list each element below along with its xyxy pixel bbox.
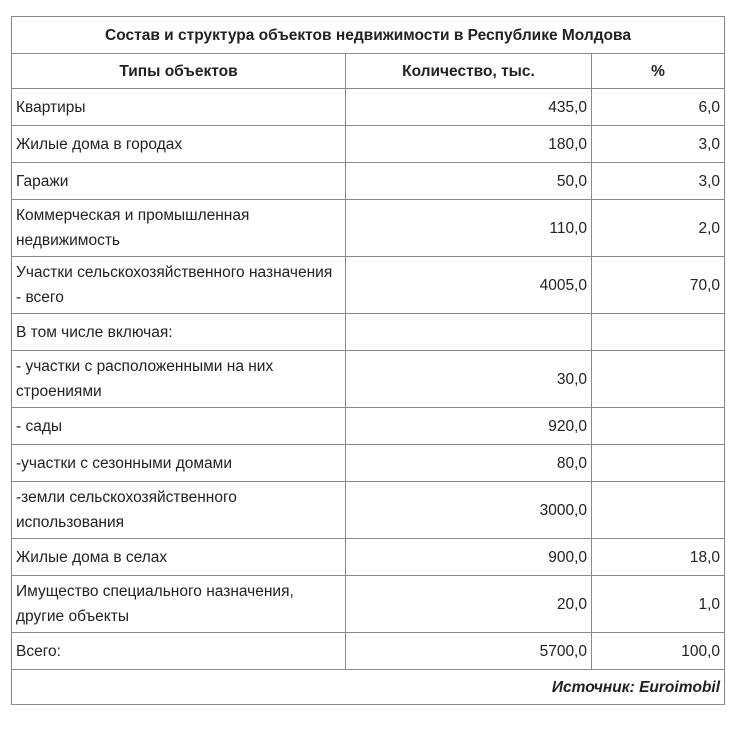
- table-row: [12, 482, 725, 539]
- cell-type: Имущество специального назначения, другие объекты: [12, 576, 346, 633]
- cell-type: Всего:: [12, 633, 346, 670]
- source-note: Источник: Euroimobil: [12, 670, 725, 705]
- header-type: Типы объектов: [12, 54, 346, 89]
- cell-count: 50,0: [346, 163, 592, 200]
- table-row: [12, 351, 725, 408]
- cell-percent: 3,0: [592, 126, 725, 163]
- table-container: [11, 16, 724, 705]
- cell-type: Квартиры: [12, 89, 346, 126]
- real-estate-table: [11, 16, 725, 705]
- cell-type: Участки сельскохозяйственного назначения - всего: [12, 257, 346, 314]
- cell-type: Коммерческая и промышленная недвижимость: [12, 200, 346, 257]
- cell-type: - сады: [12, 408, 346, 445]
- cell-type: Жилые дома в городах: [12, 126, 346, 163]
- cell-percent: 6,0: [592, 89, 725, 126]
- cell-count: 110,0: [346, 200, 592, 257]
- table-row: [12, 539, 725, 576]
- title-row: [12, 17, 725, 54]
- table-row: [12, 126, 725, 163]
- cell-percent: [592, 445, 725, 482]
- cell-type: -земли сельскохозяйственного использования: [12, 482, 346, 539]
- cell-count: [346, 314, 592, 351]
- cell-count: 180,0: [346, 126, 592, 163]
- table-row: [12, 576, 725, 633]
- header-count: Количество, тыс.: [346, 54, 592, 89]
- cell-count: 20,0: [346, 576, 592, 633]
- cell-count: 3000,0: [346, 482, 592, 539]
- cell-percent: 1,0: [592, 576, 725, 633]
- cell-type: - участки с расположенными на них строениями: [12, 351, 346, 408]
- table-row: [12, 163, 725, 200]
- cell-count: 5700,0: [346, 633, 592, 670]
- table-row: [12, 445, 725, 482]
- cell-count: 435,0: [346, 89, 592, 126]
- cell-type: -участки с сезонными домами: [12, 445, 346, 482]
- cell-type: Жилые дома в селах: [12, 539, 346, 576]
- cell-percent: 70,0: [592, 257, 725, 314]
- header-row: [12, 54, 725, 89]
- cell-type: Гаражи: [12, 163, 346, 200]
- cell-percent: [592, 351, 725, 408]
- cell-count: 920,0: [346, 408, 592, 445]
- table-row: [12, 408, 725, 445]
- cell-percent: [592, 482, 725, 539]
- table-row-total: [12, 633, 725, 670]
- source-row: [12, 670, 725, 705]
- cell-percent: 3,0: [592, 163, 725, 200]
- cell-percent: [592, 408, 725, 445]
- cell-count: 80,0: [346, 445, 592, 482]
- cell-count: 4005,0: [346, 257, 592, 314]
- header-percent: %: [592, 54, 725, 89]
- cell-count: 30,0: [346, 351, 592, 408]
- table-row: [12, 314, 725, 351]
- table-row: [12, 89, 725, 126]
- cell-type: В том числе включая:: [12, 314, 346, 351]
- cell-percent: 2,0: [592, 200, 725, 257]
- cell-percent: [592, 314, 725, 351]
- cell-percent: 18,0: [592, 539, 725, 576]
- table-row: [12, 200, 725, 257]
- table-title: Состав и структура объектов недвижимости в Республике Молдова: [12, 17, 725, 54]
- table-row: [12, 257, 725, 314]
- cell-count: 900,0: [346, 539, 592, 576]
- cell-percent: 100,0: [592, 633, 725, 670]
